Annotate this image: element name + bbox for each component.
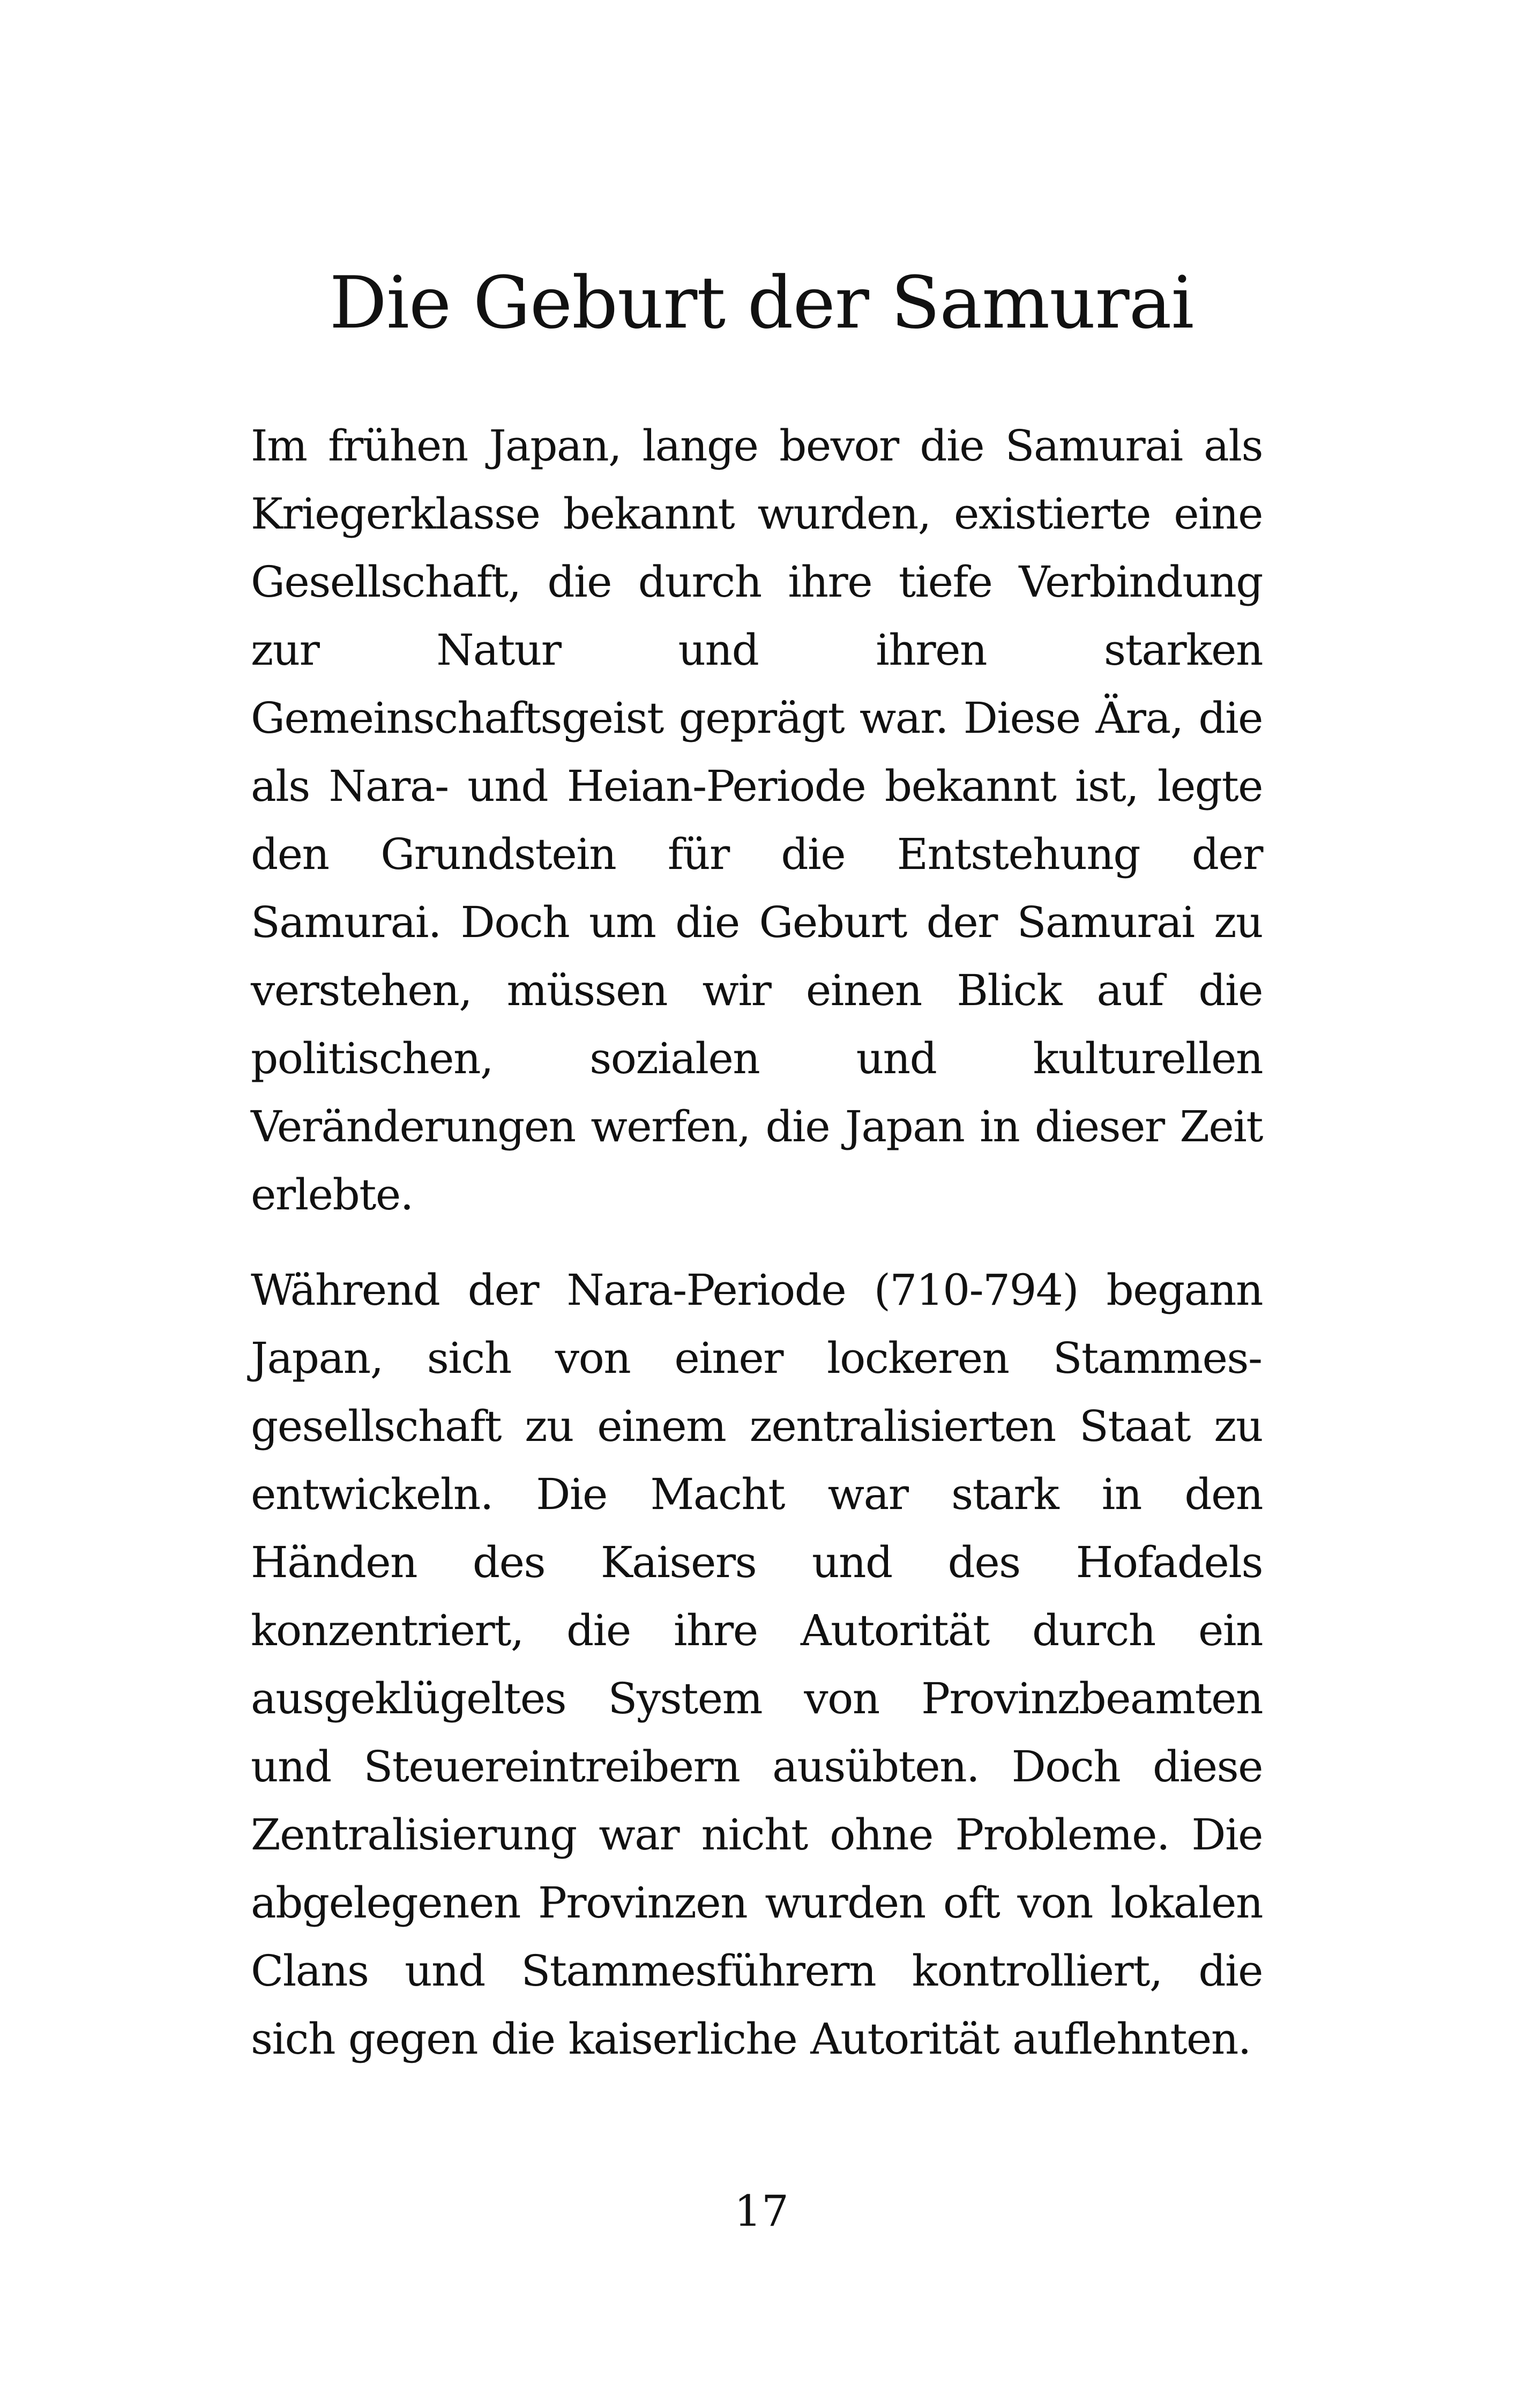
body-text xyxy=(251,412,1263,2073)
paragraph-2: Während der Nara-Periode (710-794) begann Japan, sich von einer lockeren Stammesgesellschaft zu einem zentralisierten Staat zu entwickeln. Die Macht war stark in den Händen des Kaisers und des Hofadels konzentriert, die ihre Autorität durch ein ausgeklügeltes System von Provinzbeamten und Steuereintreibern ausübten. Doch diese Zentralisierung war nicht ohne Probleme. Die abgelegenen Provinzen wurden oft von lokalen Clans und Stammesführern kontrolliert, die sich gegen die kaiserliche Autorität auflehnten. xyxy=(251,1265,1263,2064)
page-number: 17 xyxy=(734,2186,789,2236)
chapter-title: Die Geburt der Samurai xyxy=(329,261,1194,345)
paragraph-1: Im frühen Japan, lange bevor die Samurai als Kriegerklasse bekannt wurden, existierte eine Gesellschaft, die durch ihre tiefe Verbindung zur Natur und ihren starken Gemeinschaftsgeist geprägt war. Diese Ära, die als Nara- und Heian-Periode bekannt ist, legte den Grundstein für die Entstehung der Samurai. Doch um die Geburt der Samurai zu verstehen, müssen wir einen Blick auf die politischen, sozialen und kulturellen Veränderungen werfen, die Japan in dieser Zeit erlebte. xyxy=(251,421,1263,1220)
